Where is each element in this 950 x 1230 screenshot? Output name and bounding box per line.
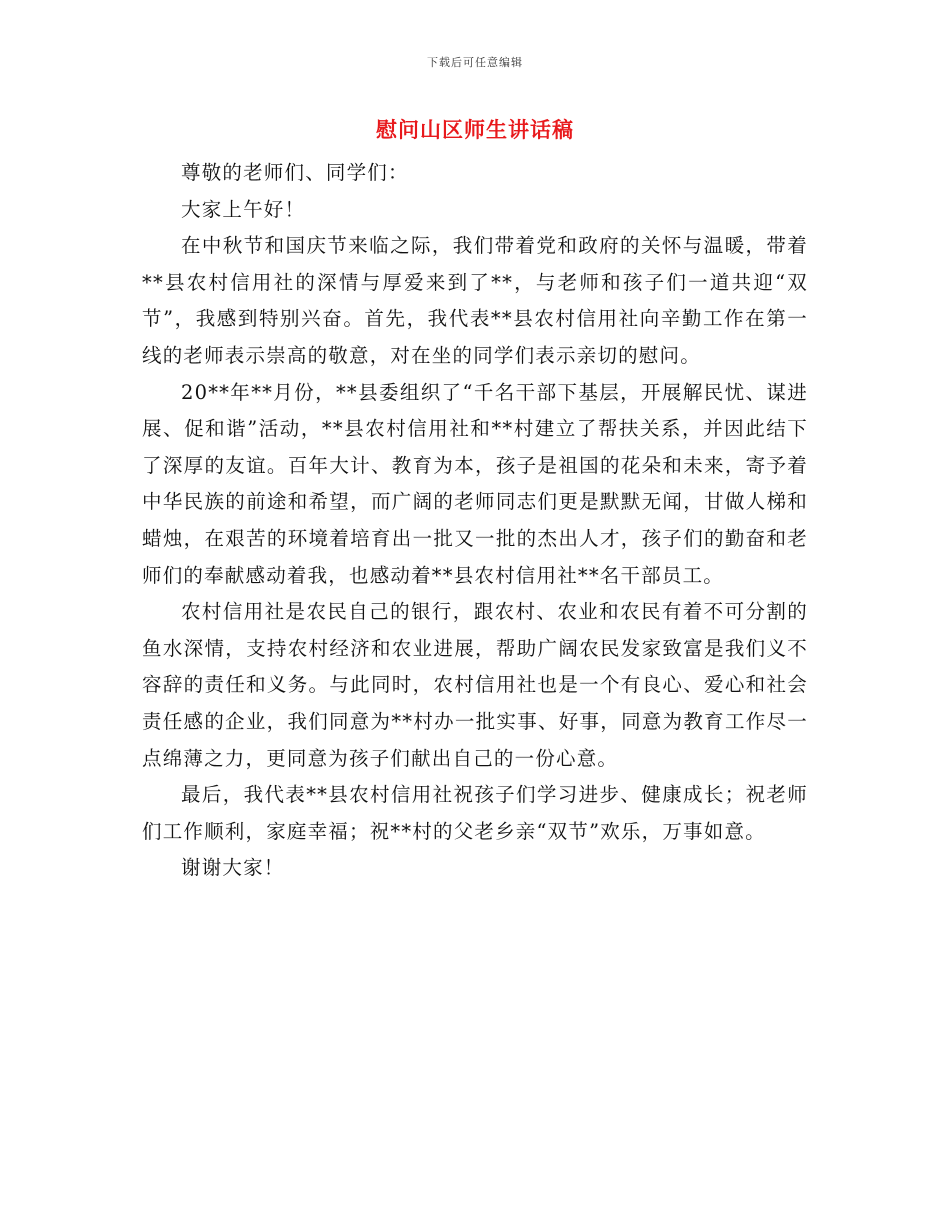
- closing-wishes: 最后，我代表**县农村信用社祝孩子们学习进步、健康成长；祝老师们工作顺利，家庭幸福；祝**村的父老乡亲“双节”欢乐，万事如意。: [142, 783, 808, 843]
- document-body: [142, 155, 808, 887]
- document-title: 慰问山区师生讲话稿: [376, 117, 574, 142]
- body-paragraph: 20**年**月份，**县委组织了“千名干部下基层，开展解民忧、谋进展、促和谐”活动，**县农村信用社和**村建立了帮扶关系，并因此结下了深厚的友谊。百年大计、教育为本，孩子是祖国的花朵和未来，寄予着中华民族的前途和希望，而广阔的老师同志们更是默默无闻，甘做人梯和蜡烛，在艰苦的环境着培育出一批又一批的杰出人才，孩子们的勤奋和老师们的奉献感动着我，也感动着**县农村信用社**名干部员工。: [142, 380, 808, 587]
- closing-thanks: 谢谢大家！: [181, 856, 285, 880]
- greeting: 大家上午好！: [181, 197, 306, 221]
- body-paragraph: 农村信用社是农民自己的银行，跟农村、农业和农民有着不可分割的鱼水深情，支持农村经济和农业进展，帮助广阔农民发家致富是我们义不容辞的责任和义务。与此同时，农村信用社也是一个有良心、爱心和社会责任感的企业，我们同意为**村办一批实事、好事，同意为教育工作尽一点绵薄之力，更同意为孩子们献出自己的一份心意。: [142, 600, 808, 770]
- salutation: 尊敬的老师们、同学们：: [181, 161, 409, 184]
- body-paragraph: 在中秋节和国庆节来临之际，我们带着党和政府的关怀与温暖，带着**县农村信用社的深情与厚爱来到了**，与老师和孩子们一道共迎“双节”，我感到特别兴奋。首先，我代表**县农村信用社向辛勤工作在第一线的老师表示崇高的敬意，对在坐的同学们表示亲切的慰问。: [142, 234, 808, 367]
- header-note: 下载后可任意编辑: [427, 56, 523, 69]
